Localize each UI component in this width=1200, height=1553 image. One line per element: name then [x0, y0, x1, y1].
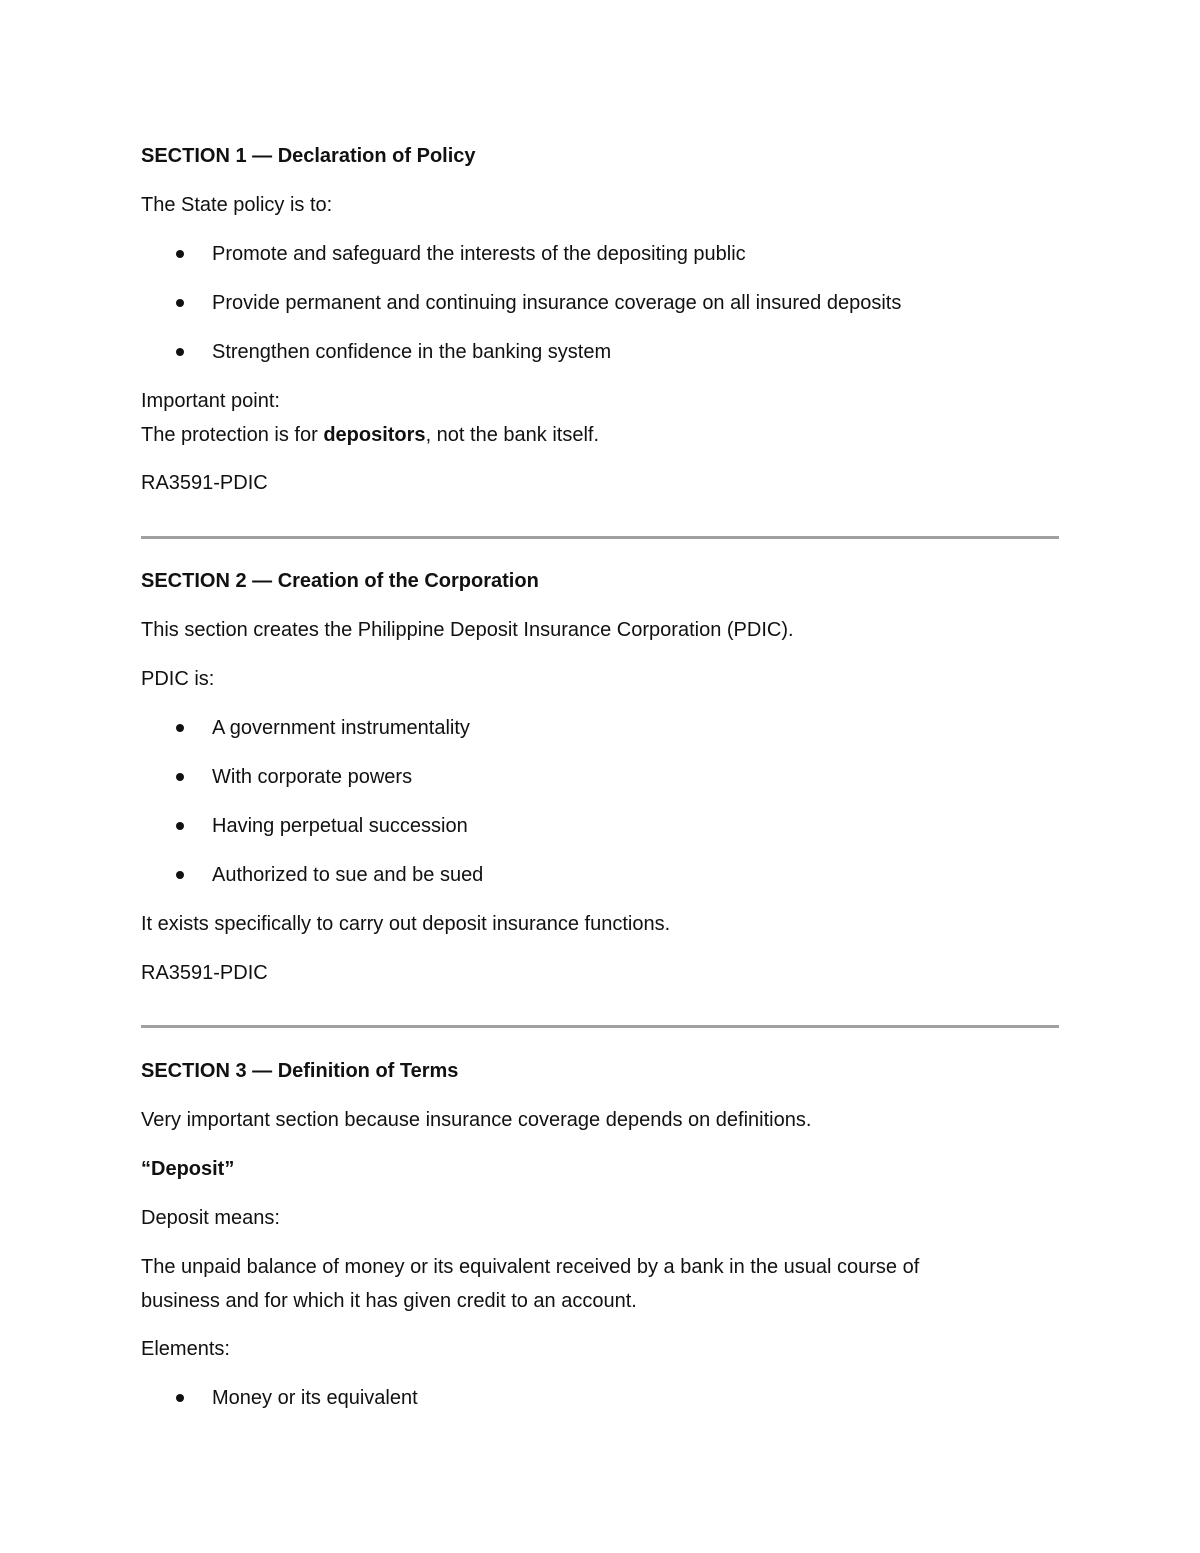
list-item-text: Money or its equivalent: [212, 1387, 418, 1409]
section-1-heading: SECTION 1 — Declaration of Policy: [141, 145, 476, 167]
list-item: [170, 242, 1070, 266]
section-2-heading: SECTION 2 — Creation of the Corporation: [141, 570, 539, 592]
horizontal-divider: [141, 536, 1059, 539]
list-item-text: Having perpetual succession: [212, 815, 468, 837]
list-item: [170, 340, 1070, 364]
section-2-closing: It exists specifically to carry out deposit insurance functions.: [141, 913, 671, 935]
bullet-icon: [176, 822, 184, 830]
bullet-icon: [176, 1394, 184, 1402]
definition-line-2: business and for which it has given credit to an account.: [141, 1290, 637, 1312]
section-2-intro: This section creates the Philippine Deposit Insurance Corporation (PDIC).: [141, 619, 794, 641]
list-item-text: Provide permanent and continuing insurance coverage on all insured deposits: [212, 292, 902, 314]
protection-statement: [141, 423, 599, 447]
bullet-icon: [176, 871, 184, 879]
protection-emphasis: depositors: [323, 424, 426, 446]
section-1-reference: RA3591-PDIC: [141, 472, 268, 494]
list-item: [170, 291, 1070, 315]
term-deposit: “Deposit”: [141, 1158, 235, 1180]
list-item: [170, 863, 1070, 887]
bullet-icon: [176, 250, 184, 258]
bullet-icon: [176, 348, 184, 356]
list-item: [170, 765, 1070, 789]
protection-post: , not the bank itself.: [425, 424, 599, 446]
pdic-is-label: PDIC is:: [141, 668, 215, 690]
section-3-intro: Very important section because insurance coverage depends on definitions.: [141, 1109, 812, 1131]
list-item-text: Authorized to sue and be sued: [212, 864, 484, 886]
bullet-icon: [176, 724, 184, 732]
list-item: [170, 716, 1070, 740]
important-point-label: Important point:: [141, 390, 280, 412]
protection-pre: The protection is for: [141, 424, 324, 446]
bullet-icon: [176, 299, 184, 307]
list-item: [170, 1386, 1070, 1410]
horizontal-divider: [141, 1025, 1059, 1028]
list-item-text: With corporate powers: [212, 766, 413, 788]
section-3-heading: SECTION 3 — Definition of Terms: [141, 1060, 459, 1082]
definition-line-1: The unpaid balance of money or its equivalent received by a bank in the usual course of: [141, 1256, 920, 1278]
bullet-icon: [176, 773, 184, 781]
list-item: [170, 814, 1070, 838]
section-1-intro: The State policy is to:: [141, 194, 333, 216]
list-item-text: Strengthen confidence in the banking system: [212, 341, 612, 363]
section-2-reference: RA3591-PDIC: [141, 962, 268, 984]
list-item-text: A government instrumentality: [212, 717, 470, 739]
list-item-text: Promote and safeguard the interests of the depositing public: [212, 243, 746, 265]
elements-label: Elements:: [141, 1338, 230, 1360]
deposit-means-label: Deposit means:: [141, 1207, 280, 1229]
